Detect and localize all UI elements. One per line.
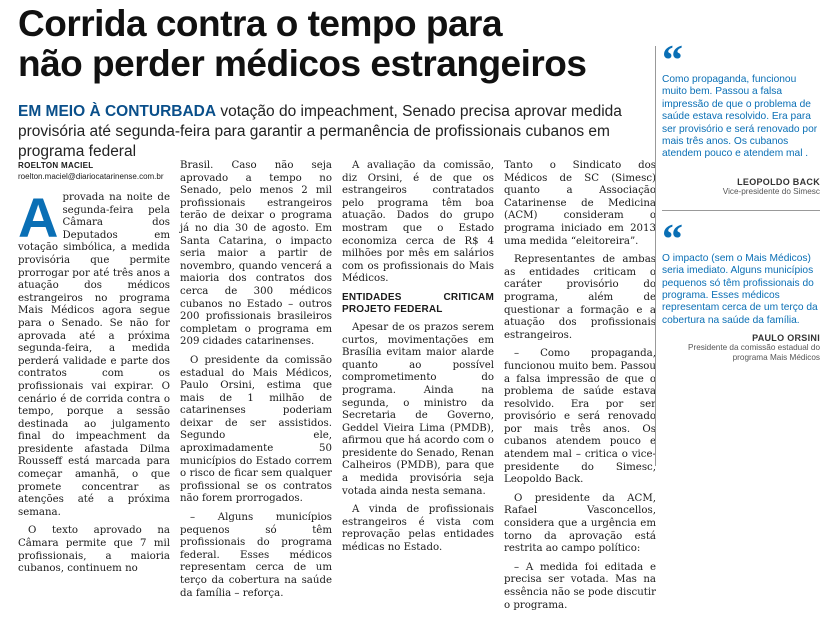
sidebar-rule [655,46,656,466]
deck-lead: EM MEIO À CONTURBADA [18,103,217,120]
body-column-1 [18,186,170,582]
pull-quote-2 [662,216,820,363]
quote-author-role: Vice-presidente do Simesc [722,186,820,196]
body-column-3 [342,160,494,561]
paragraph: O presidente da comissão estadual do Mais Médicos, Paulo Orsini, estima que mais de 1 milhão de catarinenses poderiam deixar de ser assistidos. Segundo ele, aproximadamente 50 municípios do Estado correm o risco de ficar sem qualquer profissional se os contratos não forem prorrogados. [180,354,332,505]
paragraph: – Alguns municípios pequenos só têm profissionais do programa federal. Esses médicos representam cerca de um terço da cobertura na saúde da família – reforça. [180,512,332,599]
pull-quote-sidebar [662,38,820,363]
paragraph: – A medida foi editada e precisa ser votada. Mas na essência não se pode discutir o programa. [504,561,656,611]
deck [18,102,646,162]
body-column-2 [180,160,332,606]
quote-text: O impacto (sem o Mais Médicos) seria imediato. Alguns municípios pequenos só têm profissionais do programa. Esses médicos representam cerca de um terço da cobertura na saúde da família. [662,252,818,326]
quote-author: PAULO ORSINI [752,333,820,344]
paragraph: A avaliação da comissão, diz Orsini, é de que os estrangeiros contratados pelo programa têm boa atuação. Dados do grupo mostram que o Estado economiza cerca de R$ 4 milhões por mês em salários com os profissionais do Mais Médicos. [342,160,494,285]
paragraph: Brasil. Caso não seja aprovado a tempo no Senado, pelo menos 2 mil profissionais estrangeiros terão de deixar o programa já no dia 30 de agosto. Em Santa Catarina, o impacto seria maior a partir de novembro, quando vencerá a maioria dos contratos dos cerca de 300 médicos cubanos no Estado – outros 200 profissionais brasileiros completam o programa em 209 cidades catarinenses. [180,160,332,348]
paragraph: O presidente da ACM, Rafael Vasconcellos, considera que a urgência em torno da aprovação está restrita ao campo político: [504,492,656,555]
headline-line-1: Corrida contra o tempo para [18,3,503,44]
deck-text: votação do impeachment, Senado precisa aprovar medida provisória até segunda-feira para garantir a permanência de profissionais cubanos em programa federal [18,103,622,160]
paragraph: Representantes de ambas as entidades criticam o caráter provisório do programa, além de questionar a formação e a atuação dos profissionais estrangeiros. [504,254,656,341]
byline-email[interactable]: roelton.maciel@diariocatarinense.com.br [18,172,164,181]
dropcap: A [18,186,59,249]
byline [18,160,164,182]
quote-author-role: Presidente da comissão estadual do programa Mais Médicos [688,343,820,363]
quote-divider [662,197,820,211]
paragraph: Tanto o Sindicato dos Médicos de SC (Simesc) quanto a Associação Catarinense de Medicina (ACM) consideram o programa iniciado em 2013 uma medida “eleitoreira”. [504,160,656,247]
paragraph: O texto aprovado na Câmara permite que 7 mil profissionais, a maioria cubanos, continuem no [18,525,170,575]
byline-name: ROELTON MACIEL [18,161,94,170]
paragraph: Apesar de os prazos serem curtos, movimentações em Brasília evitam maior alarde quanto ao possível comprometimento do programa. Ainda na segunda, o ministro da Secretaria de Governo, Geddel Vieira Lima (PMDB), afirmou que há acordo com o presidente do Senado, Renan Calheiros (PMDB), para que a medida provisória seja votada ainda nesta semana. [342,321,494,497]
paragraph: – Como propaganda, funcionou muito bem. Passou a falsa impressão de que o problema de saúde estava resolvido. Era por ser provisório e será renovado por mais três anos. Os cubanos atendem pouco e atendem mal – critica o vice-presidente do Simesc, Leopoldo Back. [504,348,656,486]
paragraph: Aprovada na noite de segunda-feira pela Câmara dos Deputados em votação simbólica, a medida provisória que permite prorrogar por até três anos a atuação dos médicos estrangeiros no programa Mais Médicos agora segue para o Senado. Se não for aprovada até a próxima segunda-feira, a medida perderá validade e parte dos contratos com os profissionais vai expirar. O cenário é de corrida contra o tempo, porque a sessão destinada ao julgamento final do impeachment da presidente afastada Dilma Rousseff está marcada para começar amanhã, o que promete concentrar as atenções até a próxima semana. [18,186,170,518]
quote-text: Como propaganda, funcionou muito bem. Passou a falsa impressão de que o problema de saúde estava resolvido. Era para ser provisório e será renovado por mais três anos. Os cubanos atendem pouco e atendem mal . [662,74,818,160]
headline-line-2: não perder médicos estrangeiros [18,43,587,84]
section-subhead: ENTIDADES CRITICAM PROJETO FEDERAL [342,291,494,315]
paragraph: A vinda de profissionais estrangeiros é vista com reprovação pelas entidades médicas no Estado. [342,504,494,554]
body-column-4 [504,160,656,618]
quote-mark-icon: “ [662,216,683,263]
quote-mark-icon: “ [662,38,683,84]
headline [18,4,658,84]
pull-quote-1 [662,38,820,197]
quote-author: LEOPOLDO BACK [737,176,820,187]
